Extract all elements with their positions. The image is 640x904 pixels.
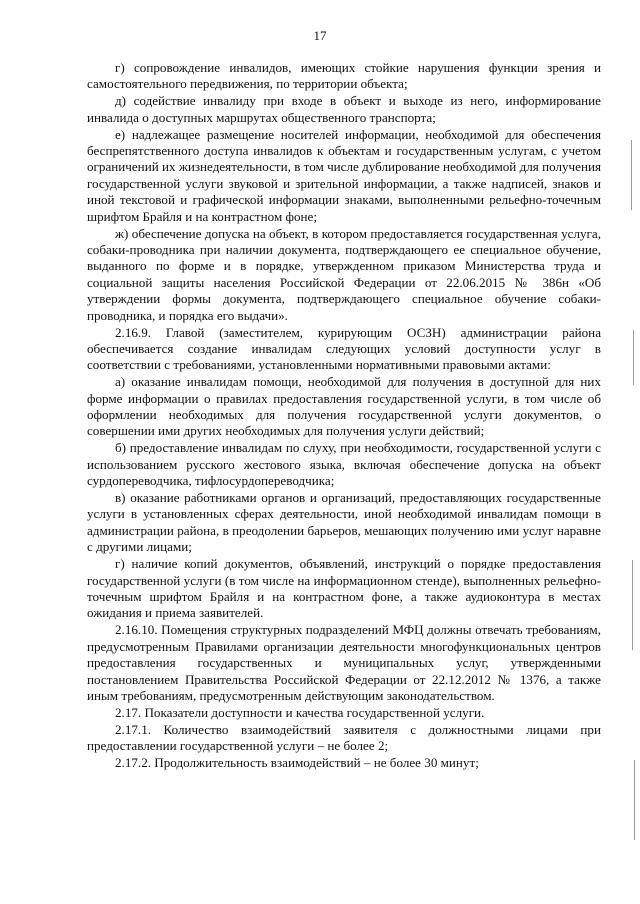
paragraph-subitem-g-document-copies: г) наличие копий документов, объявлений, инструкций о порядке предоставления государственной услуги (в том числе на информационном стенде), выполненных рельефно-точечным шрифтом Брайля и на контрастном фоне, а также аудиоконтура в местах ожидания и приема заявителей.	[87, 556, 601, 621]
scan-edge-mark	[633, 330, 634, 385]
paragraph-2-17-1: 2.17.1. Количество взаимодействий заявителя с должностными лицами при предоставлении государственной услуги – не более 2;	[87, 721, 601, 754]
paragraph-subitem-v-staff-help: в) оказание работниками органов и организаций, предоставляющих государственные услуги в установленных сферах деятельности, иной необходимой инвалидам помощи в администрации района, в преодолении барьеров, мешающих получению ими услуг наравне с другими лицами;	[87, 490, 601, 555]
scan-edge-mark	[632, 560, 633, 650]
scan-edge-mark	[634, 760, 635, 840]
body-text	[87, 60, 601, 772]
paragraph-subitem-e-information-carriers: е) надлежащее размещение носителей информации, необходимой для обеспечения беспрепятственного доступа инвалидов к объектам и государственным услугам, с учетом ограничений их жизнедеятельности, в том числе дублирование необходимой для получения государственной услуги звуковой и зрительной информации, а также надписей, знаков и иной текстовой и графической информации знаками, выполненными рельефно-точечным шрифтом Брайля и на контрастном фоне;	[87, 126, 601, 224]
page-number: 17	[313, 28, 327, 43]
scan-edge-mark	[631, 140, 632, 210]
paragraph-2-16-10: 2.16.10. Помещения структурных подразделений МФЦ должны отвечать требованиям, предусмотренным Правилами организации деятельности многофункциональных центров предоставления государственных и муниципальных услуг, утвержденными постановлением Правительства Российской Федерации от 22.12.2012 № 1376, а также иным требованиям, предусмотренным действующим законодательством.	[87, 622, 601, 703]
paragraph-subitem-b-sign-language: б) предоставление инвалидам по слуху, при необходимости, государственной услуги с использованием русского жестового языка, включая обеспечение допуска на объект сурдопереводчика, тифлосурдопереводчика;	[87, 440, 601, 489]
paragraph-2-17-2: 2.17.2. Продолжительность взаимодействий – не более 30 минут;	[115, 755, 479, 771]
paragraph-subitem-a-help: а) оказание инвалидам помощи, необходимой для получения в доступной для них форме информации о правилах предоставления государственной услуги, в том числе об оформлении необходимых для получения государственной услуги документов, о совершении ими других необходимых для получения услуги действий;	[87, 374, 601, 439]
paragraph-2-16-9: 2.16.9. Главой (заместителем, курирующим ОСЗН) администрации района обеспечивается создание инвалидам следующих условий доступности услуг в соответствии с требованиями, установленными нормативными правовыми актами:	[87, 324, 601, 373]
paragraph-subitem-zh-guide-dog: ж) обеспечение допуска на объект, в котором предоставляется государственная услуга, собаки-проводника при наличии документа, подтверждающего ее специальное обучение, выданного по форме и в порядке, утвержденном приказом Министерства труда и социальной защиты населения Российской Федерации от 22.06.2015 № 386н «Об утверждении формы документа, подтверждающего специальное обучение собаки-проводника, и порядка его выдачи».	[87, 225, 601, 323]
paragraph-subitem-d-assistance: д) содействие инвалиду при входе в объект и выходе из него, информирование инвалида о доступных маршрутах общественного транспорта;	[87, 93, 601, 125]
paragraph-subitem-g-escort: г) сопровождение инвалидов, имеющих стойкие нарушения функции зрения и самостоятельного передвижения, по территории объекта;	[87, 60, 601, 92]
paragraph-2-17: 2.17. Показатели доступности и качества государственной услуги.	[115, 704, 485, 720]
